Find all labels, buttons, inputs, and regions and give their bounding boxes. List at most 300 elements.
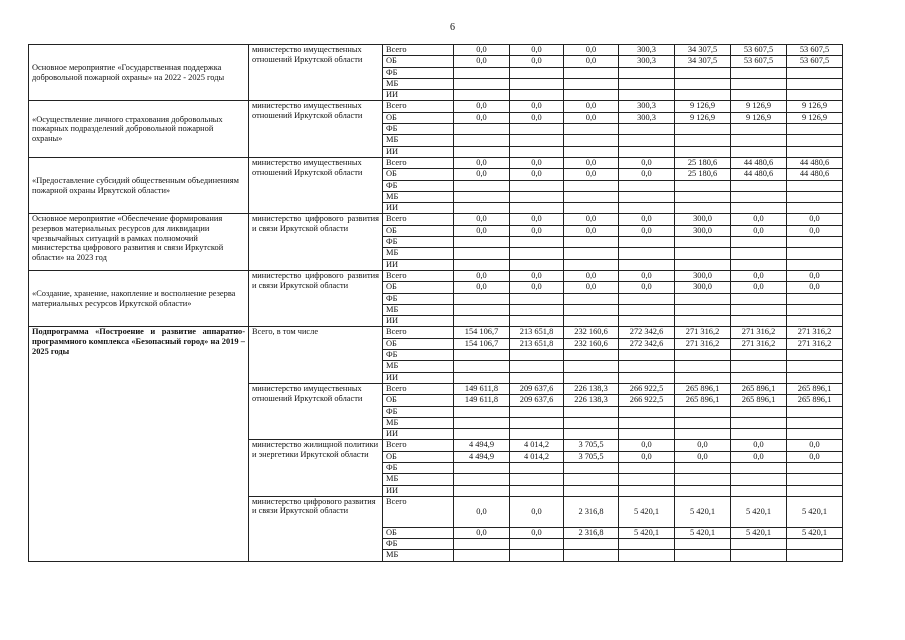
funding-source-cell: ФБ: [383, 539, 454, 550]
amount-cell: [564, 462, 619, 473]
funding-source-cell: Всего: [383, 45, 454, 56]
amount-cell: [787, 124, 843, 135]
amount-cell: [731, 293, 787, 304]
funding-source-cell: ИИ: [383, 485, 454, 496]
amount-cell: 0,0: [454, 282, 510, 293]
amount-cell: [675, 474, 731, 485]
amount-cell: 5 420,1: [787, 527, 843, 538]
amount-cell: [454, 474, 510, 485]
amount-cell: [454, 67, 510, 78]
amount-cell: [619, 316, 675, 327]
amount-cell: [564, 372, 619, 383]
amount-cell: [619, 90, 675, 101]
amount-cell: 0,0: [454, 527, 510, 538]
amount-cell: 0,0: [619, 169, 675, 180]
amount-cell: [619, 191, 675, 202]
amount-cell: [510, 191, 564, 202]
amount-cell: [731, 539, 787, 550]
amount-cell: 0,0: [564, 56, 619, 67]
amount-cell: 53 607,5: [731, 45, 787, 56]
funding-source-cell: Всего: [383, 214, 454, 225]
executor-cell: министерство цифрового развития и связи Иркутской области: [249, 214, 383, 270]
amount-cell: [510, 372, 564, 383]
amount-cell: 300,0: [675, 214, 731, 225]
amount-cell: 0,0: [564, 214, 619, 225]
amount-cell: [731, 191, 787, 202]
amount-cell: 226 138,3: [564, 383, 619, 394]
funding-source-cell: МБ: [383, 474, 454, 485]
amount-cell: [619, 485, 675, 496]
amount-cell: [454, 361, 510, 372]
amount-cell: 3 705,5: [564, 440, 619, 451]
funding-source-cell: ОБ: [383, 451, 454, 462]
amount-cell: 149 611,8: [454, 395, 510, 406]
funding-source-cell: ФБ: [383, 293, 454, 304]
amount-cell: [731, 90, 787, 101]
amount-cell: 4 014,2: [510, 451, 564, 462]
amount-cell: [510, 248, 564, 259]
amount-cell: [731, 180, 787, 191]
amount-cell: 0,0: [510, 112, 564, 123]
amount-cell: [454, 429, 510, 440]
amount-cell: 232 160,6: [564, 327, 619, 338]
amount-cell: [787, 248, 843, 259]
amount-cell: [787, 259, 843, 270]
table-row: [29, 214, 843, 225]
amount-cell: 4 014,2: [510, 440, 564, 451]
amount-cell: [619, 550, 675, 561]
amount-cell: [454, 316, 510, 327]
amount-cell: [675, 90, 731, 101]
amount-cell: 265 896,1: [731, 383, 787, 394]
amount-cell: 0,0: [510, 214, 564, 225]
amount-cell: 0,0: [510, 101, 564, 112]
amount-cell: [787, 237, 843, 248]
amount-cell: [454, 203, 510, 214]
funding-source-cell: Всего: [383, 157, 454, 168]
amount-cell: 4 494,9: [454, 440, 510, 451]
amount-cell: [675, 78, 731, 89]
amount-cell: 266 922,5: [619, 395, 675, 406]
amount-cell: 0,0: [510, 527, 564, 538]
amount-cell: 300,3: [619, 101, 675, 112]
amount-cell: [731, 304, 787, 315]
amount-cell: [564, 78, 619, 89]
funding-source-cell: ФБ: [383, 237, 454, 248]
amount-cell: 0,0: [731, 451, 787, 462]
amount-cell: 0,0: [619, 225, 675, 236]
activity-name-cell: Основное мероприятие «Государственная поддержка добровольной пожарной охраны» на 2022 - 2025 годы: [29, 45, 249, 101]
amount-cell: 272 342,6: [619, 338, 675, 349]
amount-cell: 0,0: [619, 157, 675, 168]
amount-cell: [787, 203, 843, 214]
amount-cell: 44 480,6: [731, 157, 787, 168]
funding-source-cell: ФБ: [383, 124, 454, 135]
amount-cell: [787, 180, 843, 191]
amount-cell: [675, 203, 731, 214]
amount-cell: [564, 146, 619, 157]
amount-cell: 0,0: [564, 157, 619, 168]
amount-cell: 0,0: [731, 440, 787, 451]
amount-cell: [675, 293, 731, 304]
amount-cell: 34 307,5: [675, 45, 731, 56]
amount-cell: [787, 293, 843, 304]
amount-cell: [510, 78, 564, 89]
amount-cell: 271 316,2: [787, 338, 843, 349]
amount-cell: 226 138,3: [564, 395, 619, 406]
amount-cell: 5 420,1: [731, 527, 787, 538]
amount-cell: [787, 372, 843, 383]
funding-source-cell: ИИ: [383, 259, 454, 270]
funding-source-cell: МБ: [383, 191, 454, 202]
activity-name-cell: Основное мероприятие «Обеспечение формирования резервов материальных ресурсов для ликвидации чрезвычайных ситуаций в рамках полномочий министерства цифрового развития и связи Иркутской области» на 2023 год: [29, 214, 249, 270]
amount-cell: 0,0: [564, 282, 619, 293]
amount-cell: [619, 293, 675, 304]
amount-cell: 0,0: [564, 112, 619, 123]
activity-name-cell: «Осуществление личного страхования добровольных пожарных подразделений добровольной пожарной охраны»: [29, 101, 249, 157]
amount-cell: 44 480,6: [731, 169, 787, 180]
amount-cell: [510, 135, 564, 146]
amount-cell: [564, 90, 619, 101]
amount-cell: [675, 406, 731, 417]
amount-cell: [564, 293, 619, 304]
amount-cell: [510, 293, 564, 304]
amount-cell: [619, 67, 675, 78]
amount-cell: 232 160,6: [564, 338, 619, 349]
amount-cell: [675, 180, 731, 191]
amount-cell: [619, 146, 675, 157]
amount-cell: 209 637,6: [510, 395, 564, 406]
amount-cell: [564, 417, 619, 428]
amount-cell: [675, 350, 731, 361]
amount-cell: [510, 429, 564, 440]
amount-cell: [564, 361, 619, 372]
budget-table: [28, 44, 843, 562]
amount-cell: [454, 417, 510, 428]
amount-cell: [454, 406, 510, 417]
amount-cell: 9 126,9: [675, 112, 731, 123]
amount-cell: [731, 135, 787, 146]
funding-source-cell: ОБ: [383, 169, 454, 180]
funding-source-cell: ФБ: [383, 350, 454, 361]
amount-cell: 0,0: [787, 451, 843, 462]
amount-cell: 0,0: [675, 451, 731, 462]
activity-name-cell: «Создание, хранение, накопление и восполнение резерва материальных ресурсов Иркутской области»: [29, 270, 249, 326]
amount-cell: [675, 248, 731, 259]
amount-cell: [731, 237, 787, 248]
amount-cell: 44 480,6: [787, 169, 843, 180]
amount-cell: [454, 135, 510, 146]
amount-cell: [510, 485, 564, 496]
executor-cell: министерство имущественных отношений Иркутской области: [249, 157, 383, 213]
amount-cell: 0,0: [510, 270, 564, 281]
amount-cell: [564, 550, 619, 561]
amount-cell: 5 420,1: [619, 496, 675, 527]
amount-cell: 0,0: [619, 270, 675, 281]
amount-cell: 271 316,2: [787, 327, 843, 338]
amount-cell: [787, 462, 843, 473]
amount-cell: 53 607,5: [731, 56, 787, 67]
amount-cell: [454, 237, 510, 248]
funding-source-cell: ИИ: [383, 146, 454, 157]
funding-source-cell: ИИ: [383, 203, 454, 214]
amount-cell: 0,0: [564, 169, 619, 180]
amount-cell: 271 316,2: [731, 327, 787, 338]
amount-cell: [510, 203, 564, 214]
funding-source-cell: ОБ: [383, 338, 454, 349]
amount-cell: 53 607,5: [787, 45, 843, 56]
amount-cell: [454, 191, 510, 202]
amount-cell: 0,0: [510, 56, 564, 67]
amount-cell: [731, 67, 787, 78]
executor-cell: министерство имущественных отношений Иркутской области: [249, 383, 383, 439]
amount-cell: 44 480,6: [787, 157, 843, 168]
funding-source-cell: ОБ: [383, 282, 454, 293]
amount-cell: [510, 474, 564, 485]
amount-cell: [619, 237, 675, 248]
executor-cell: Всего, в том числе: [249, 327, 383, 383]
amount-cell: [564, 124, 619, 135]
amount-cell: [619, 203, 675, 214]
amount-cell: [454, 248, 510, 259]
amount-cell: [731, 462, 787, 473]
amount-cell: 0,0: [454, 101, 510, 112]
amount-cell: [731, 146, 787, 157]
amount-cell: 0,0: [454, 214, 510, 225]
amount-cell: [675, 372, 731, 383]
amount-cell: [787, 406, 843, 417]
amount-cell: [675, 146, 731, 157]
activity-name-cell: Подпрограмма «Построение и развитие аппаратно-программного комплекса «Безопасный город» на 2019 – 2025 годы: [29, 327, 249, 561]
amount-cell: 0,0: [510, 496, 564, 527]
funding-source-cell: МБ: [383, 361, 454, 372]
amount-cell: 0,0: [787, 440, 843, 451]
table-row: [29, 45, 843, 56]
executor-cell: министерство жилищной политики и энергетики Иркутской области: [249, 440, 383, 496]
amount-cell: [564, 406, 619, 417]
amount-cell: [564, 539, 619, 550]
amount-cell: [731, 203, 787, 214]
amount-cell: [454, 90, 510, 101]
amount-cell: 0,0: [454, 157, 510, 168]
amount-cell: [454, 372, 510, 383]
amount-cell: [454, 293, 510, 304]
amount-cell: 154 106,7: [454, 327, 510, 338]
amount-cell: [564, 304, 619, 315]
amount-cell: 0,0: [564, 270, 619, 281]
amount-cell: [510, 180, 564, 191]
amount-cell: [619, 304, 675, 315]
activity-name-cell: «Предоставление субсидий общественным объединениям пожарной охраны Иркутской области»: [29, 157, 249, 213]
funding-source-cell: ИИ: [383, 316, 454, 327]
funding-source-cell: МБ: [383, 135, 454, 146]
amount-cell: [454, 259, 510, 270]
amount-cell: [731, 350, 787, 361]
amount-cell: [510, 361, 564, 372]
amount-cell: [454, 462, 510, 473]
funding-source-cell: ОБ: [383, 225, 454, 236]
amount-cell: 0,0: [454, 112, 510, 123]
amount-cell: 0,0: [731, 282, 787, 293]
amount-cell: 272 342,6: [619, 327, 675, 338]
amount-cell: [675, 237, 731, 248]
amount-cell: [787, 361, 843, 372]
amount-cell: [787, 304, 843, 315]
amount-cell: [454, 304, 510, 315]
amount-cell: 0,0: [510, 45, 564, 56]
amount-cell: 271 316,2: [675, 327, 731, 338]
amount-cell: [510, 417, 564, 428]
funding-source-cell: ОБ: [383, 112, 454, 123]
amount-cell: 0,0: [619, 451, 675, 462]
amount-cell: [454, 539, 510, 550]
amount-cell: [675, 429, 731, 440]
amount-cell: 9 126,9: [731, 101, 787, 112]
amount-cell: 9 126,9: [787, 112, 843, 123]
funding-source-cell: Всего: [383, 383, 454, 394]
amount-cell: [510, 259, 564, 270]
amount-cell: 300,3: [619, 112, 675, 123]
funding-source-cell: Всего: [383, 327, 454, 338]
amount-cell: [510, 67, 564, 78]
amount-cell: 0,0: [454, 56, 510, 67]
amount-cell: [564, 237, 619, 248]
amount-cell: 4 494,9: [454, 451, 510, 462]
amount-cell: 265 896,1: [675, 383, 731, 394]
amount-cell: 154 106,7: [454, 338, 510, 349]
amount-cell: [564, 191, 619, 202]
executor-cell: министерство цифрового развития и связи Иркутской области: [249, 270, 383, 326]
executor-cell: министерство цифрового развития и связи Иркутской области: [249, 496, 383, 561]
amount-cell: [564, 259, 619, 270]
amount-cell: 0,0: [510, 282, 564, 293]
funding-source-cell: Всего: [383, 270, 454, 281]
amount-cell: 0,0: [787, 282, 843, 293]
amount-cell: [675, 259, 731, 270]
amount-cell: 2 316,8: [564, 527, 619, 538]
amount-cell: 265 896,1: [787, 395, 843, 406]
amount-cell: [454, 550, 510, 561]
amount-cell: [454, 485, 510, 496]
amount-cell: [454, 180, 510, 191]
amount-cell: 271 316,2: [731, 338, 787, 349]
amount-cell: 5 420,1: [619, 527, 675, 538]
amount-cell: [675, 485, 731, 496]
amount-cell: 0,0: [454, 169, 510, 180]
amount-cell: [787, 474, 843, 485]
amount-cell: [787, 550, 843, 561]
amount-cell: 0,0: [564, 101, 619, 112]
amount-cell: 209 637,6: [510, 383, 564, 394]
amount-cell: [731, 372, 787, 383]
amount-cell: [564, 429, 619, 440]
amount-cell: 53 607,5: [787, 56, 843, 67]
amount-cell: [510, 316, 564, 327]
amount-cell: 0,0: [619, 440, 675, 451]
amount-cell: 265 896,1: [731, 395, 787, 406]
amount-cell: [510, 90, 564, 101]
amount-cell: [731, 474, 787, 485]
funding-source-cell: МБ: [383, 304, 454, 315]
executor-cell: министерство имущественных отношений Иркутской области: [249, 101, 383, 157]
funding-source-cell: ИИ: [383, 90, 454, 101]
amount-cell: [787, 135, 843, 146]
amount-cell: 0,0: [510, 169, 564, 180]
amount-cell: [619, 417, 675, 428]
amount-cell: 0,0: [510, 225, 564, 236]
amount-cell: 0,0: [731, 214, 787, 225]
amount-cell: 0,0: [510, 157, 564, 168]
funding-source-cell: ФБ: [383, 462, 454, 473]
amount-cell: 300,0: [675, 225, 731, 236]
amount-cell: 271 316,2: [675, 338, 731, 349]
amount-cell: 9 126,9: [787, 101, 843, 112]
amount-cell: [787, 67, 843, 78]
amount-cell: [510, 124, 564, 135]
amount-cell: 0,0: [564, 45, 619, 56]
amount-cell: 300,3: [619, 56, 675, 67]
funding-source-cell: Всего: [383, 440, 454, 451]
amount-cell: [454, 124, 510, 135]
executor-cell: министерство имущественных отношений Иркутской области: [249, 45, 383, 101]
funding-source-cell: МБ: [383, 550, 454, 561]
funding-source-cell: ФБ: [383, 406, 454, 417]
table-row: [29, 157, 843, 168]
amount-cell: 265 896,1: [675, 395, 731, 406]
funding-source-cell: Всего: [383, 496, 454, 527]
amount-cell: [731, 550, 787, 561]
amount-cell: [731, 406, 787, 417]
page-number: 6: [450, 22, 455, 33]
amount-cell: [675, 67, 731, 78]
amount-cell: [787, 146, 843, 157]
amount-cell: [510, 304, 564, 315]
amount-cell: [619, 429, 675, 440]
amount-cell: 5 420,1: [787, 496, 843, 527]
amount-cell: 34 307,5: [675, 56, 731, 67]
amount-cell: [731, 124, 787, 135]
amount-cell: [675, 550, 731, 561]
amount-cell: 0,0: [564, 225, 619, 236]
amount-cell: [454, 146, 510, 157]
amount-cell: [510, 539, 564, 550]
amount-cell: [675, 135, 731, 146]
amount-cell: 149 611,8: [454, 383, 510, 394]
amount-cell: [675, 304, 731, 315]
amount-cell: 266 922,5: [619, 383, 675, 394]
amount-cell: 300,3: [619, 45, 675, 56]
amount-cell: [787, 429, 843, 440]
amount-cell: 300,0: [675, 282, 731, 293]
amount-cell: [787, 90, 843, 101]
amount-cell: [564, 180, 619, 191]
amount-cell: [731, 429, 787, 440]
amount-cell: [787, 485, 843, 496]
amount-cell: 25 180,6: [675, 157, 731, 168]
amount-cell: 0,0: [675, 440, 731, 451]
amount-cell: 213 651,8: [510, 327, 564, 338]
funding-source-cell: МБ: [383, 248, 454, 259]
amount-cell: 5 420,1: [731, 496, 787, 527]
amount-cell: [619, 124, 675, 135]
amount-cell: [564, 67, 619, 78]
amount-cell: 2 316,8: [564, 496, 619, 527]
amount-cell: [731, 248, 787, 259]
amount-cell: [619, 539, 675, 550]
amount-cell: [564, 350, 619, 361]
amount-cell: [619, 372, 675, 383]
amount-cell: 0,0: [731, 270, 787, 281]
